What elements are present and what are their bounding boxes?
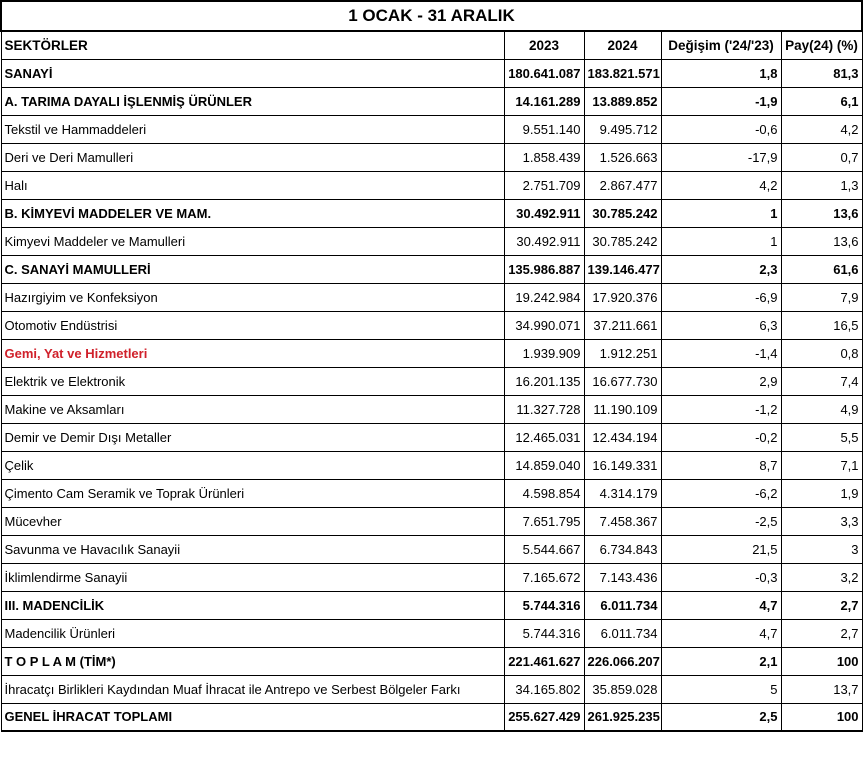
title-row [1, 1, 862, 31]
sector-name-cell: Makine ve Aksamları [1, 395, 504, 423]
value-2024-cell: 2.867.477 [584, 171, 661, 199]
change-cell: -17,9 [661, 143, 781, 171]
share-cell: 1,3 [781, 171, 862, 199]
table-row [1, 199, 862, 227]
share-cell: 0,7 [781, 143, 862, 171]
header-2024: 2024 [584, 31, 661, 59]
share-cell: 4,2 [781, 115, 862, 143]
table-row [1, 507, 862, 535]
sector-name-cell: Demir ve Demir Dışı Metaller [1, 423, 504, 451]
value-2024-cell: 1.912.251 [584, 339, 661, 367]
table-row [1, 59, 862, 87]
change-cell: -0,2 [661, 423, 781, 451]
sector-name-cell: Çimento Cam Seramik ve Toprak Ürünleri [1, 479, 504, 507]
share-cell: 61,6 [781, 255, 862, 283]
change-cell: -2,5 [661, 507, 781, 535]
change-cell: -6,2 [661, 479, 781, 507]
value-2023-cell: 11.327.728 [504, 395, 584, 423]
sector-name-cell: Gemi, Yat ve Hizmetleri [1, 339, 504, 367]
share-cell: 0,8 [781, 339, 862, 367]
value-2023-cell: 14.161.289 [504, 87, 584, 115]
value-2024-cell: 16.149.331 [584, 451, 661, 479]
value-2023-cell: 7.165.672 [504, 563, 584, 591]
value-2024-cell: 226.066.207 [584, 647, 661, 675]
value-2024-cell: 1.526.663 [584, 143, 661, 171]
share-cell: 4,9 [781, 395, 862, 423]
sector-name-cell: III. MADENCİLİK [1, 591, 504, 619]
share-cell: 2,7 [781, 619, 862, 647]
sector-name-cell: B. KİMYEVİ MADDELER VE MAM. [1, 199, 504, 227]
value-2023-cell: 255.627.429 [504, 703, 584, 731]
share-cell: 7,1 [781, 451, 862, 479]
change-cell: 21,5 [661, 535, 781, 563]
value-2023-cell: 34.165.802 [504, 675, 584, 703]
table-row [1, 283, 862, 311]
value-2023-cell: 135.986.887 [504, 255, 584, 283]
value-2023-cell: 30.492.911 [504, 199, 584, 227]
value-2024-cell: 6.011.734 [584, 591, 661, 619]
change-cell: 4,2 [661, 171, 781, 199]
change-cell: 6,3 [661, 311, 781, 339]
sector-name-cell: C. SANAYİ MAMULLERİ [1, 255, 504, 283]
change-cell: -6,9 [661, 283, 781, 311]
table-row [1, 311, 862, 339]
sector-name-cell: İklimlendirme Sanayii [1, 563, 504, 591]
table-row [1, 255, 862, 283]
table-row [1, 479, 862, 507]
table-row [1, 227, 862, 255]
share-cell: 3,3 [781, 507, 862, 535]
change-cell: 4,7 [661, 619, 781, 647]
change-cell: 2,9 [661, 367, 781, 395]
change-cell: 1 [661, 199, 781, 227]
share-cell: 16,5 [781, 311, 862, 339]
change-cell: 8,7 [661, 451, 781, 479]
value-2023-cell: 5.744.316 [504, 619, 584, 647]
value-2024-cell: 17.920.376 [584, 283, 661, 311]
share-cell: 100 [781, 703, 862, 731]
share-cell: 5,5 [781, 423, 862, 451]
value-2024-cell: 11.190.109 [584, 395, 661, 423]
change-cell: 5 [661, 675, 781, 703]
value-2023-cell: 5.544.667 [504, 535, 584, 563]
sector-name-cell: SANAYİ [1, 59, 504, 87]
value-2024-cell: 6.734.843 [584, 535, 661, 563]
table-row [1, 367, 862, 395]
sector-name-cell: Mücevher [1, 507, 504, 535]
sector-name-cell: Savunma ve Havacılık Sanayii [1, 535, 504, 563]
share-cell: 13,6 [781, 199, 862, 227]
share-cell: 7,9 [781, 283, 862, 311]
table-row [1, 87, 862, 115]
share-cell: 3,2 [781, 563, 862, 591]
sector-name-cell: Hazırgiyim ve Konfeksiyon [1, 283, 504, 311]
header-share: Pay(24) (%) [781, 31, 862, 59]
value-2024-cell: 261.925.235 [584, 703, 661, 731]
value-2023-cell: 1.939.909 [504, 339, 584, 367]
share-cell: 100 [781, 647, 862, 675]
sector-name-cell: Deri ve Deri Mamulleri [1, 143, 504, 171]
share-cell: 3 [781, 535, 862, 563]
header-sector: SEKTÖRLER [1, 31, 504, 59]
value-2024-cell: 9.495.712 [584, 115, 661, 143]
value-2023-cell: 12.465.031 [504, 423, 584, 451]
value-2024-cell: 35.859.028 [584, 675, 661, 703]
value-2024-cell: 6.011.734 [584, 619, 661, 647]
change-cell: -1,2 [661, 395, 781, 423]
table-row [1, 339, 862, 367]
value-2024-cell: 7.143.436 [584, 563, 661, 591]
value-2023-cell: 221.461.627 [504, 647, 584, 675]
sector-name-cell: Elektrik ve Elektronik [1, 367, 504, 395]
table-row [1, 535, 862, 563]
value-2023-cell: 19.242.984 [504, 283, 584, 311]
change-cell: -1,9 [661, 87, 781, 115]
value-2024-cell: 183.821.571 [584, 59, 661, 87]
share-cell: 6,1 [781, 87, 862, 115]
value-2023-cell: 180.641.087 [504, 59, 584, 87]
value-2024-cell: 12.434.194 [584, 423, 661, 451]
change-cell: 1,8 [661, 59, 781, 87]
table-row [1, 619, 862, 647]
change-cell: 1 [661, 227, 781, 255]
sector-name-cell: Halı [1, 171, 504, 199]
value-2024-cell: 30.785.242 [584, 227, 661, 255]
header-change: Değişim ('24/'23) [661, 31, 781, 59]
value-2024-cell: 37.211.661 [584, 311, 661, 339]
table-row [1, 423, 862, 451]
table-row [1, 675, 862, 703]
value-2023-cell: 14.859.040 [504, 451, 584, 479]
table-row [1, 143, 862, 171]
table-row [1, 451, 862, 479]
value-2024-cell: 4.314.179 [584, 479, 661, 507]
sector-name-cell: Madencilik Ürünleri [1, 619, 504, 647]
value-2023-cell: 16.201.135 [504, 367, 584, 395]
change-cell: -1,4 [661, 339, 781, 367]
table-row [1, 563, 862, 591]
share-cell: 1,9 [781, 479, 862, 507]
table-row [1, 115, 862, 143]
value-2023-cell: 34.990.071 [504, 311, 584, 339]
table-row [1, 647, 862, 675]
sector-name-cell: A. TARIMA DAYALI İŞLENMİŞ ÜRÜNLER [1, 87, 504, 115]
share-cell: 7,4 [781, 367, 862, 395]
share-cell: 13,6 [781, 227, 862, 255]
share-cell: 13,7 [781, 675, 862, 703]
sector-name-cell: GENEL İHRACAT TOPLAMI [1, 703, 504, 731]
value-2024-cell: 7.458.367 [584, 507, 661, 535]
share-cell: 2,7 [781, 591, 862, 619]
table-row [1, 171, 862, 199]
value-2023-cell: 2.751.709 [504, 171, 584, 199]
header-row [1, 31, 862, 59]
change-cell: 2,1 [661, 647, 781, 675]
value-2024-cell: 16.677.730 [584, 367, 661, 395]
value-2024-cell: 139.146.477 [584, 255, 661, 283]
value-2023-cell: 1.858.439 [504, 143, 584, 171]
header-2023: 2023 [504, 31, 584, 59]
sector-name-cell: T O P L A M (TİM*) [1, 647, 504, 675]
table-row [1, 703, 862, 731]
change-cell: 2,3 [661, 255, 781, 283]
sector-name-cell: Tekstil ve Hammaddeleri [1, 115, 504, 143]
sector-name-cell: Çelik [1, 451, 504, 479]
change-cell: 2,5 [661, 703, 781, 731]
sector-name-cell: Otomotiv Endüstrisi [1, 311, 504, 339]
sector-name-cell: Kimyevi Maddeler ve Mamulleri [1, 227, 504, 255]
value-2023-cell: 30.492.911 [504, 227, 584, 255]
table-title: 1 OCAK - 31 ARALIK [1, 1, 862, 31]
change-cell: -0,3 [661, 563, 781, 591]
change-cell: 4,7 [661, 591, 781, 619]
change-cell: -0,6 [661, 115, 781, 143]
share-cell: 81,3 [781, 59, 862, 87]
value-2023-cell: 5.744.316 [504, 591, 584, 619]
value-2023-cell: 9.551.140 [504, 115, 584, 143]
value-2023-cell: 4.598.854 [504, 479, 584, 507]
value-2024-cell: 30.785.242 [584, 199, 661, 227]
table-row [1, 591, 862, 619]
value-2023-cell: 7.651.795 [504, 507, 584, 535]
table-row [1, 395, 862, 423]
value-2024-cell: 13.889.852 [584, 87, 661, 115]
sector-name-cell: İhracatçı Birlikleri Kaydından Muaf İhracat ile Antrepo ve Serbest Bölgeler Farkı [1, 675, 504, 703]
